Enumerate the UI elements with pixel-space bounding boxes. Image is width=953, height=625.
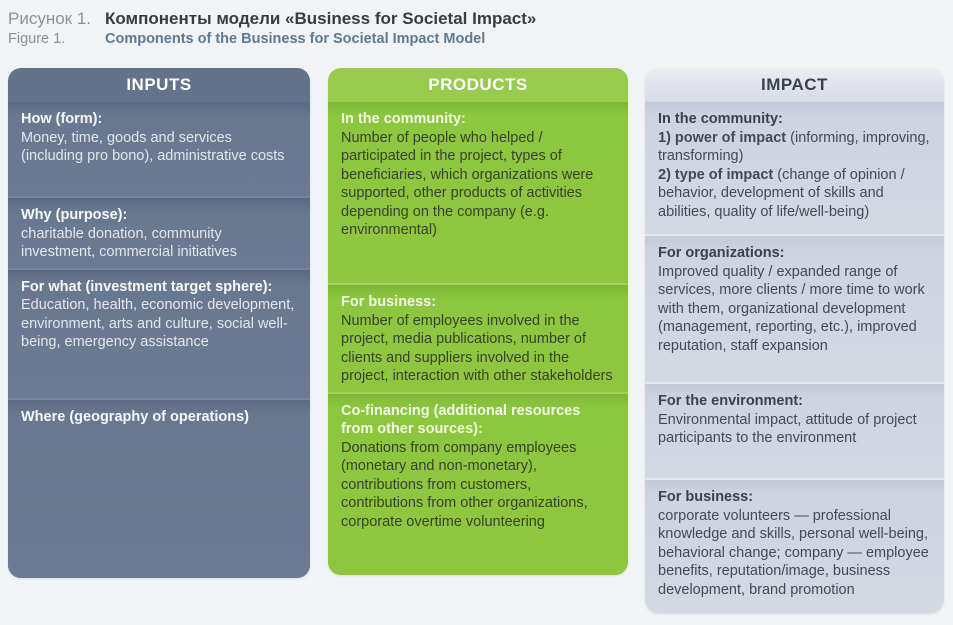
section-body: corporate volunteers — professional knowledge and skills, personal well-being, behavioral change; company — employee benefits, reputation/image, business development, brand promotion	[658, 507, 929, 598]
section-heading: For business:	[341, 294, 437, 310]
impact-item-type	[658, 166, 931, 222]
section-body: Education, health, economic development, environment, arts and culture, social well-being, emergency assistance	[21, 297, 295, 350]
column-header-inputs: INPUTS	[8, 68, 310, 102]
inputs-section-how	[8, 102, 310, 196]
section-body: Donations from company employees (monetary and non-monetary), contributions from customers, contributions from other organizations, corporate overtime volunteering	[341, 439, 588, 530]
impact-section-community	[645, 102, 944, 234]
impact-sections	[645, 102, 944, 613]
inputs-sections	[8, 102, 310, 578]
section-heading: Why (purpose):	[21, 207, 128, 223]
section-body: Improved quality / expanded range of services, more clients / more time to work with them, organizational development (management, reporting, etc.), improved reputation, staff expansion	[658, 263, 925, 354]
impact-section-business	[645, 480, 944, 613]
figure-title-ru	[8, 7, 536, 30]
column-header-impact: IMPACT	[645, 68, 944, 102]
impact-item-rest: (change of opinion / behavior, development of skills and abilities, quality of life/well-being)	[658, 166, 905, 220]
section-heading: For what (investment target sphere):	[21, 278, 273, 295]
products-sections	[328, 102, 628, 575]
impact-section-environment	[645, 384, 944, 478]
column-inputs	[8, 68, 310, 578]
section-heading: For business:	[658, 489, 754, 505]
section-body: Number of employees involved in the project, media publications, number of clients and suppliers involved in the project, interaction with other stakeholders	[341, 312, 613, 384]
column-impact	[645, 68, 944, 613]
section-heading: How (form):	[21, 111, 103, 127]
impact-item-bold: 2) type of impact	[658, 166, 774, 183]
section-heading: For organizations:	[658, 245, 785, 261]
section-body: charitable donation, community investment, commercial initiatives	[21, 225, 237, 260]
section-body: Money, time, goods and services (including pro bono), administrative costs	[21, 129, 285, 164]
section-heading: For the environment:	[658, 393, 804, 409]
column-header-products: PRODUCTS	[328, 68, 628, 102]
figure-heading-en: Components of the Business for Societal Impact Model	[105, 31, 486, 47]
impact-item-bold: 1) power of impact	[658, 129, 787, 146]
inputs-section-why	[8, 198, 310, 268]
figure-label-en: Figure 1.	[8, 31, 66, 47]
section-body: Environmental impact, attitude of project participants to the environment	[658, 411, 917, 446]
column-products	[328, 68, 628, 575]
inputs-section-for-what	[8, 270, 310, 398]
section-heading: In the community:	[658, 111, 783, 127]
figure-label-ru: Рисунок 1.	[8, 9, 92, 28]
figure-heading-ru: Компоненты модели «Business for Societal Impact»	[105, 9, 537, 28]
section-body: Number of people who helped / participated in the project, types of beneficiaries, which organizations were supported, other products of activities depending on the company (e.g. environmental)	[341, 129, 594, 238]
products-section-cofinancing	[328, 394, 628, 576]
figure-title-en	[8, 30, 536, 49]
products-section-business	[328, 285, 628, 392]
impact-item-rest: (informing, improving, transforming)	[658, 129, 930, 164]
products-section-community	[328, 102, 628, 283]
inputs-section-where	[8, 400, 310, 579]
impact-section-organizations	[645, 236, 944, 382]
section-heading: Where (geography of operations)	[21, 408, 249, 425]
section-heading: In the community:	[341, 111, 466, 127]
impact-item-power	[658, 129, 931, 166]
section-heading: Co-financing (additional resources from other sources):	[341, 402, 581, 437]
figure-title	[8, 7, 536, 49]
